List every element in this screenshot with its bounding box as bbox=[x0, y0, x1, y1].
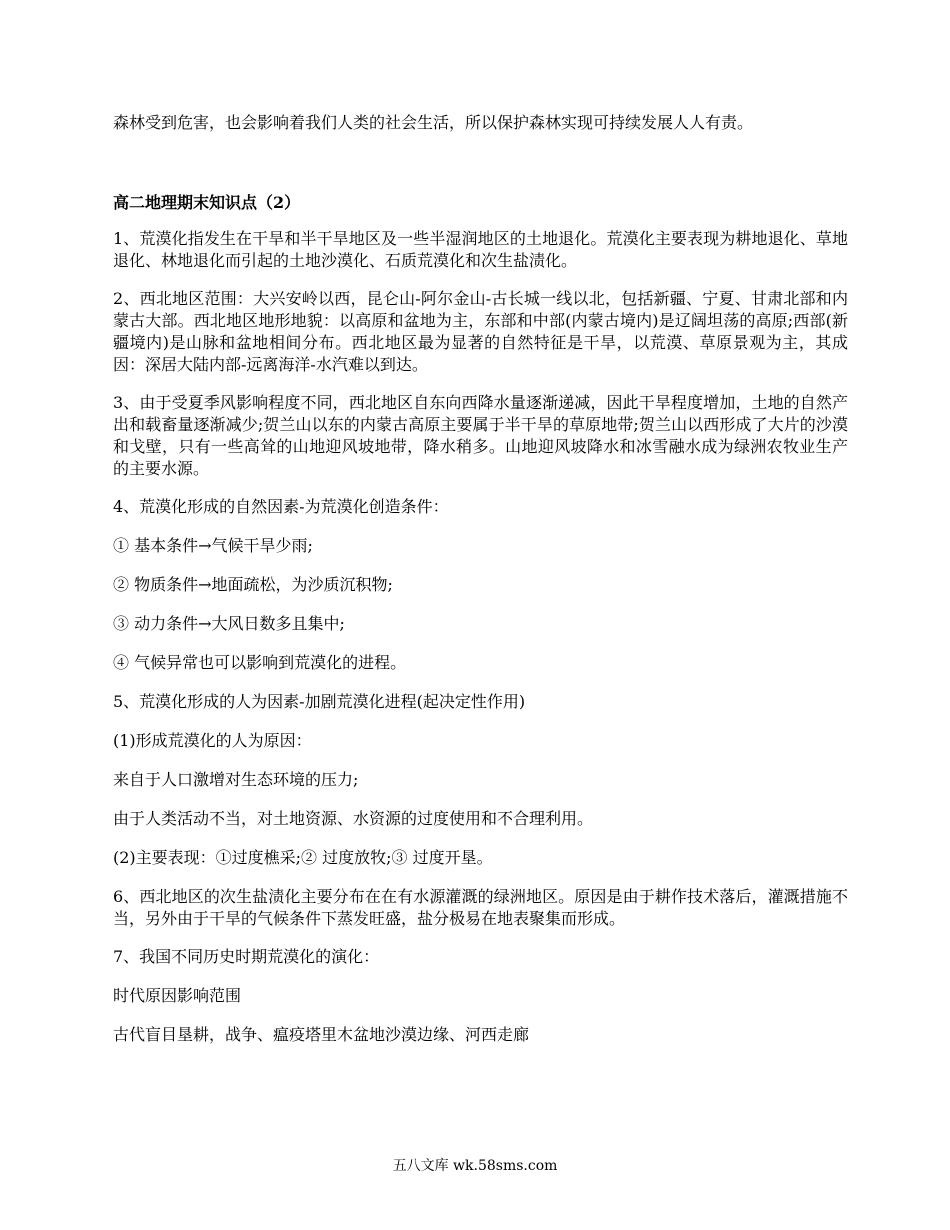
document-body bbox=[113, 112, 848, 1063]
paragraph-6: 6、西北地区的次生盐渍化主要分布在在有水源灌溉的绿洲地区。原因是由于耕作技术落后，灌溉措施不当，另外由于干旱的气候条件下蒸发旺盛，盐分极易在地表聚集而形成。 bbox=[113, 887, 848, 928]
condition-2: ② 物质条件→地面疏松，为沙质沉积物; bbox=[113, 575, 393, 594]
paragraph-5c: 由于人类活动不当，对土地资源、水资源的过度使用和不合理利用。 bbox=[113, 809, 594, 828]
paragraph-5d: (2)主要表现：①过度樵采;② 过度放牧;③ 过度开垦。 bbox=[113, 848, 493, 867]
paragraph-3: 3、由于受夏季风影响程度不同，西北地区自东向西降水量逐渐递减，因此干旱程度增加，土地的自然产出和载畜量逐渐减少;贺兰山以东的内蒙古高原主要属于半干旱的草原地带;贺兰山以西形成了大片的沙漠和戈壁，只有一些高耸的山地迎风坡地带，降水稍多。山地迎风坡降水和冰雪融水成为绿洲农牧业生产的主要水源。 bbox=[113, 393, 848, 478]
paragraph-5: 5、荒漠化形成的人为因素-加剧荒漠化进程(起决定性作用) bbox=[113, 692, 526, 711]
footer-watermark: 五八文库 wk.58sms.com bbox=[392, 1158, 558, 1174]
table-row-line: 古代盲目垦耕，战争、瘟疫塔里木盆地沙漠边缘、河西走廊 bbox=[113, 1025, 530, 1044]
paragraph-5a: (1)形成荒漠化的人为原因： bbox=[113, 731, 312, 750]
paragraph-4: 4、荒漠化形成的自然因素-为荒漠化创造条件： bbox=[113, 497, 449, 516]
condition-4: ④ 气候异常也可以影响到荒漠化的进程。 bbox=[113, 653, 407, 672]
paragraph-1: 1、荒漠化指发生在干旱和半干旱地区及一些半湿润地区的土地退化。荒漠化主要表现为耕地退化、草地退化、林地退化而引起的土地沙漠化、石质荒漠化和次生盐渍化。 bbox=[113, 229, 848, 270]
condition-1: ① 基本条件→气候干旱少雨; bbox=[113, 536, 313, 555]
intro-paragraph: 森林受到危害，也会影响着我们人类的社会生活，所以保护森林实现可持续发展人人有责。 bbox=[113, 113, 754, 132]
table-header-line: 时代原因影响范围 bbox=[113, 986, 242, 1005]
section-heading: 高二地理期末知识点（2） bbox=[113, 193, 301, 212]
condition-3: ③ 动力条件→大风日数多且集中; bbox=[113, 614, 345, 633]
paragraph-2: 2、西北地区范围：大兴安岭以西，昆仑山-阿尔金山-古长城一线以北，包括新疆、宁夏、甘肃北部和内蒙古大部。西北地区地形地貌：以高原和盆地为主，东部和中部(内蒙古境内)是辽阔坦荡的高原;西部(新疆境内)是山脉和盆地相间分布。西北地区最为显著的自然特征是干旱，以荒漠、草原景观为主，其成因：深居大陆内部-远离海洋-水汽难以到达。 bbox=[113, 289, 848, 374]
paragraph-7: 7、我国不同历史时期荒漠化的演化： bbox=[113, 947, 380, 966]
paragraph-5b: 来自于人口激增对生态环境的压力; bbox=[113, 770, 359, 789]
